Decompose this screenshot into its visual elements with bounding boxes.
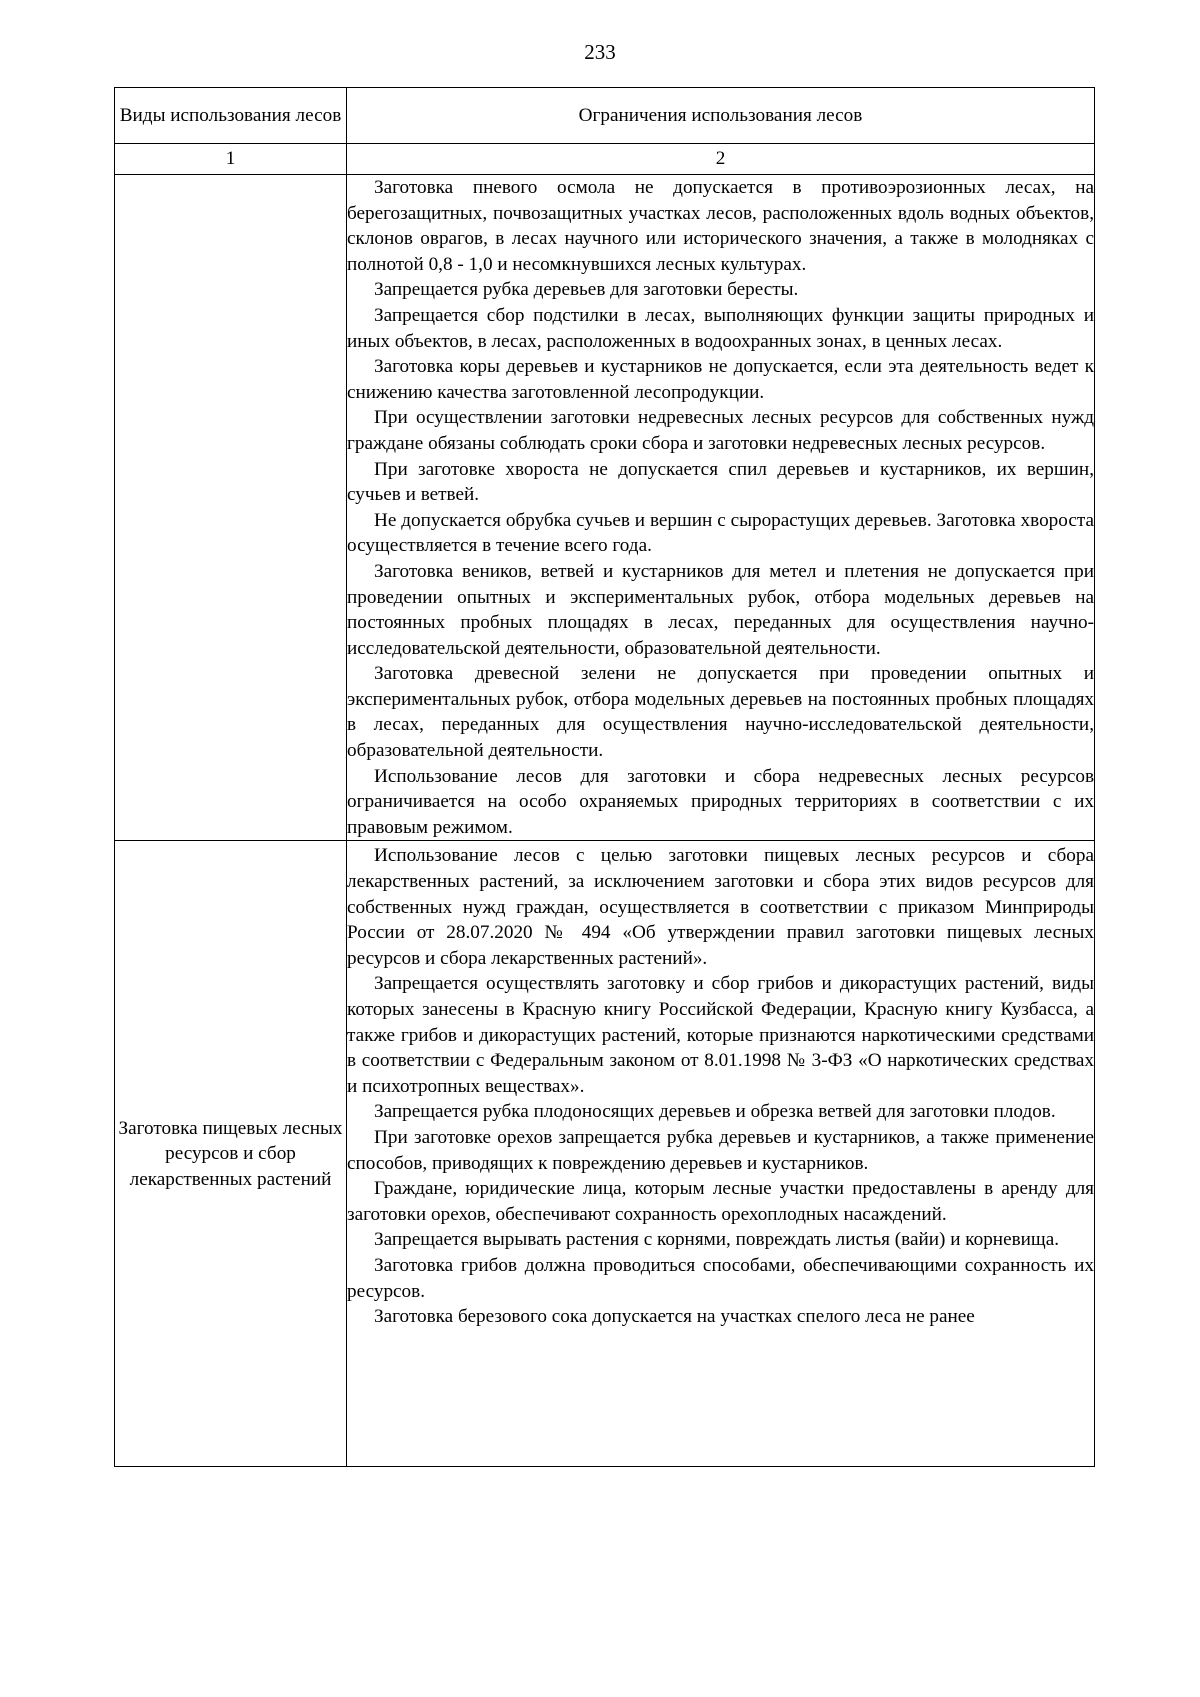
- header-forest-use-types: Виды использования лесов: [115, 88, 347, 144]
- restriction-paragraph: Запрещается сбор подстилки в лесах, выполняющих функции защиты природных и иных объектов, в лесах, расположенных в водоохранных зонах, в ценных лесах.: [347, 304, 1094, 352]
- page-number: 233: [584, 40, 616, 64]
- restriction-paragraph: Граждане, юридические лица, которым лесные участки предоставлены в аренду для заготовки орехов, обеспечивают сохранность орехоплодных насаждений.: [347, 1178, 1094, 1225]
- row-category: Заготовка пищевых лесных ресурсов и сбор лекарственных растений: [115, 841, 347, 1467]
- row-restrictions: [347, 175, 1095, 841]
- forest-use-restrictions-table: [114, 87, 1095, 1467]
- row-restrictions: [347, 841, 1095, 1467]
- header-forest-use-restrictions: Ограничения использования лесов: [347, 88, 1095, 144]
- restriction-paragraph: Запрещается рубка деревьев для заготовки бересты.: [374, 279, 799, 301]
- restriction-paragraph: Не допускается обрубка сучьев и вершин с сырорастущих деревьев. Заготовка хвороста осуществляется в течение всего года.: [347, 509, 1094, 557]
- restriction-paragraph: Заготовка веников, ветвей и кустарников для метел и плетения не допускается при проведении опытных и экспериментальных рубок, отбора модельных деревьев на постоянных пробных площадях в лесах, переданных для осуществления научно-исследовательской деятельности, образовательной деятельности.: [347, 560, 1094, 659]
- restriction-paragraph: Заготовка березового сока допускается на участках спелого леса не ранее: [374, 1306, 975, 1328]
- restriction-paragraph: Заготовка древесной зелени не допускается при проведении опытных и экспериментальных рубок, отбора модельных деревьев на постоянных пробных площадях в лесах, переданных для осуществления научно-исследовательской деятельности, образовательной деятельности.: [347, 663, 1094, 762]
- table-row: [115, 175, 1095, 841]
- restriction-paragraph: Запрещается осуществлять заготовку и сбор грибов и дикорастущих растений, виды которых занесены в Красную книгу Российской Федерации, Красную книгу Кузбасса, а также грибов и дикорастущих растений, которые признаются наркотическими средствами в соответствии с Федеральным законом от 8.01.1998 № 3-ФЗ «О наркотических средствах и психотропных веществах».: [347, 973, 1094, 1097]
- row-category: [115, 175, 347, 841]
- table-header-row: [115, 88, 1095, 144]
- table-row: [115, 841, 1095, 1467]
- restriction-paragraph: При заготовке хвороста не допускается спил деревьев и кустарников, их вершин, сучьев и ветвей.: [347, 458, 1094, 506]
- restriction-paragraph: При заготовке орехов запрещается рубка деревьев и кустарников, а также применение способов, приводящих к повреждению деревьев и кустарников.: [347, 1126, 1094, 1174]
- restriction-paragraph: Заготовка грибов должна проводиться способами, обеспечивающими сохранность их ресурсов.: [347, 1254, 1094, 1302]
- restriction-paragraph: При осуществлении заготовки недревесных лесных ресурсов для собственных нужд граждане обязаны соблюдать сроки сбора и заготовки недревесных лесных ресурсов.: [347, 407, 1094, 454]
- column-number-row: [115, 144, 1095, 175]
- column-number-1: 1: [115, 144, 347, 175]
- column-number-2: 2: [347, 144, 1095, 175]
- restriction-paragraph: Запрещается вырывать растения с корнями, повреждать листья (вайи) и корневища.: [374, 1229, 1060, 1251]
- restriction-paragraph: Заготовка коры деревьев и кустарников не допускается, если эта деятельность ведет к снижению качества заготовленной лесопродукции.: [347, 356, 1094, 403]
- restriction-paragraph: Использование лесов для заготовки и сбора недревесных лесных ресурсов ограничивается на особо охраняемых природных территориях в соответствии с их правовым режимом.: [347, 765, 1094, 838]
- restriction-paragraph: Запрещается рубка плодоносящих деревьев и обрезка ветвей для заготовки плодов.: [374, 1101, 1056, 1123]
- restriction-paragraph: Заготовка пневого осмола не допускается в противоэрозионных лесах, на берегозащитных, почвозащитных участках лесов, расположенных вдоль водных объектов, склонов оврагов, в лесах научного или исторического значения, а также в молодняках с полнотой 0,8 - 1,0 и несомкнувшихся лесных культурах.: [347, 177, 1094, 275]
- restriction-paragraph: Использование лесов с целью заготовки пищевых лесных ресурсов и сбора лекарственных растений, за исключением заготовки и сбора этих видов ресурсов для собственных нужд граждан, осуществляется в соответствии с приказом Минприроды России от 28.07.2020 № 494 «Об утверждении правил заготовки пищевых лесных ресурсов и сбора лекарственных растений».: [347, 845, 1094, 969]
